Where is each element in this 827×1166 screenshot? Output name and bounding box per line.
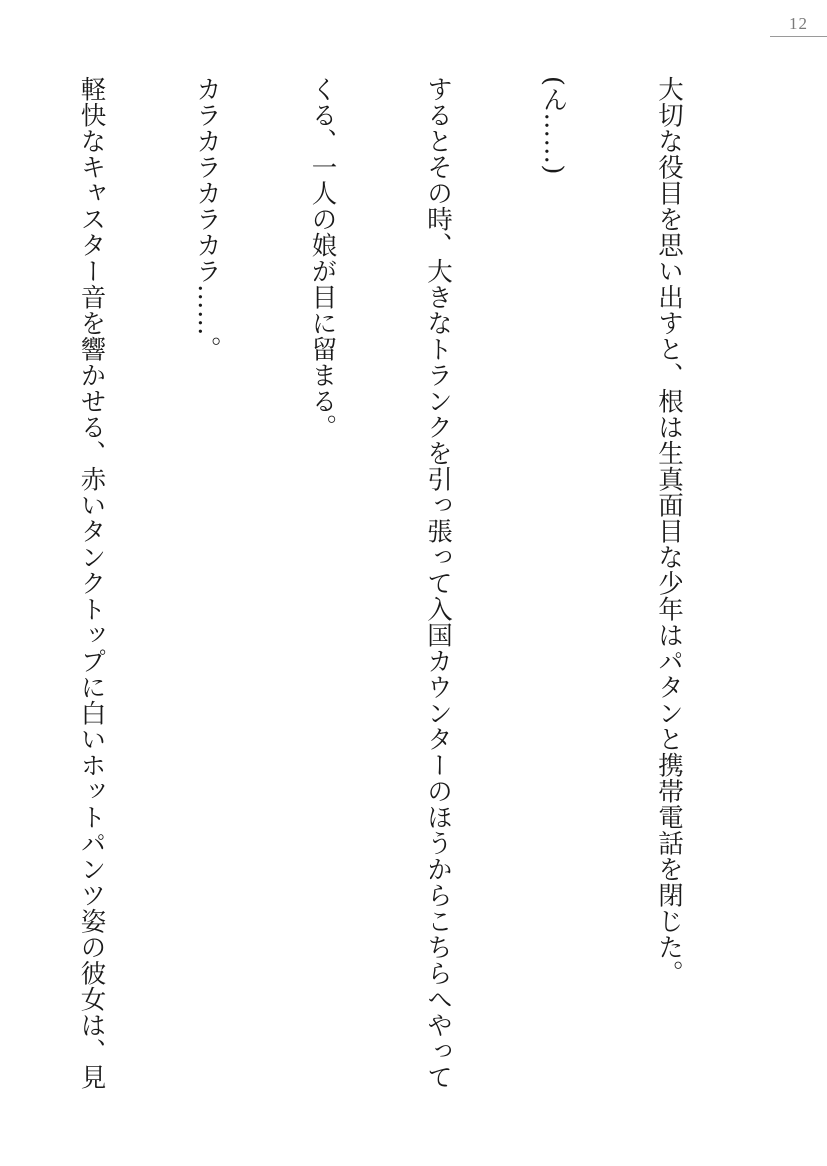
text-line: (ん……): [538, 76, 569, 175]
text-line: くる、一人の娘が目に留まる。: [307, 76, 338, 440]
text-line: 大切な役目を思い出すと、根は生真面目な少年はパタンと携帯電話を閉じた。: [654, 76, 684, 986]
text-line: するとその時、大きなトランクを引っ張って入国カウンターのほうからこちらへやって: [423, 76, 453, 1090]
body-text: [65, 76, 765, 1136]
header-rule: [770, 36, 827, 37]
text-line: 軽快なキャスター音を響かせる、赤いタンクトップに白いホットパンツ姿の彼女は、見: [76, 76, 107, 1090]
page-number: 12: [789, 14, 808, 33]
text-line: カラカラカラカラ……。: [192, 76, 222, 362]
